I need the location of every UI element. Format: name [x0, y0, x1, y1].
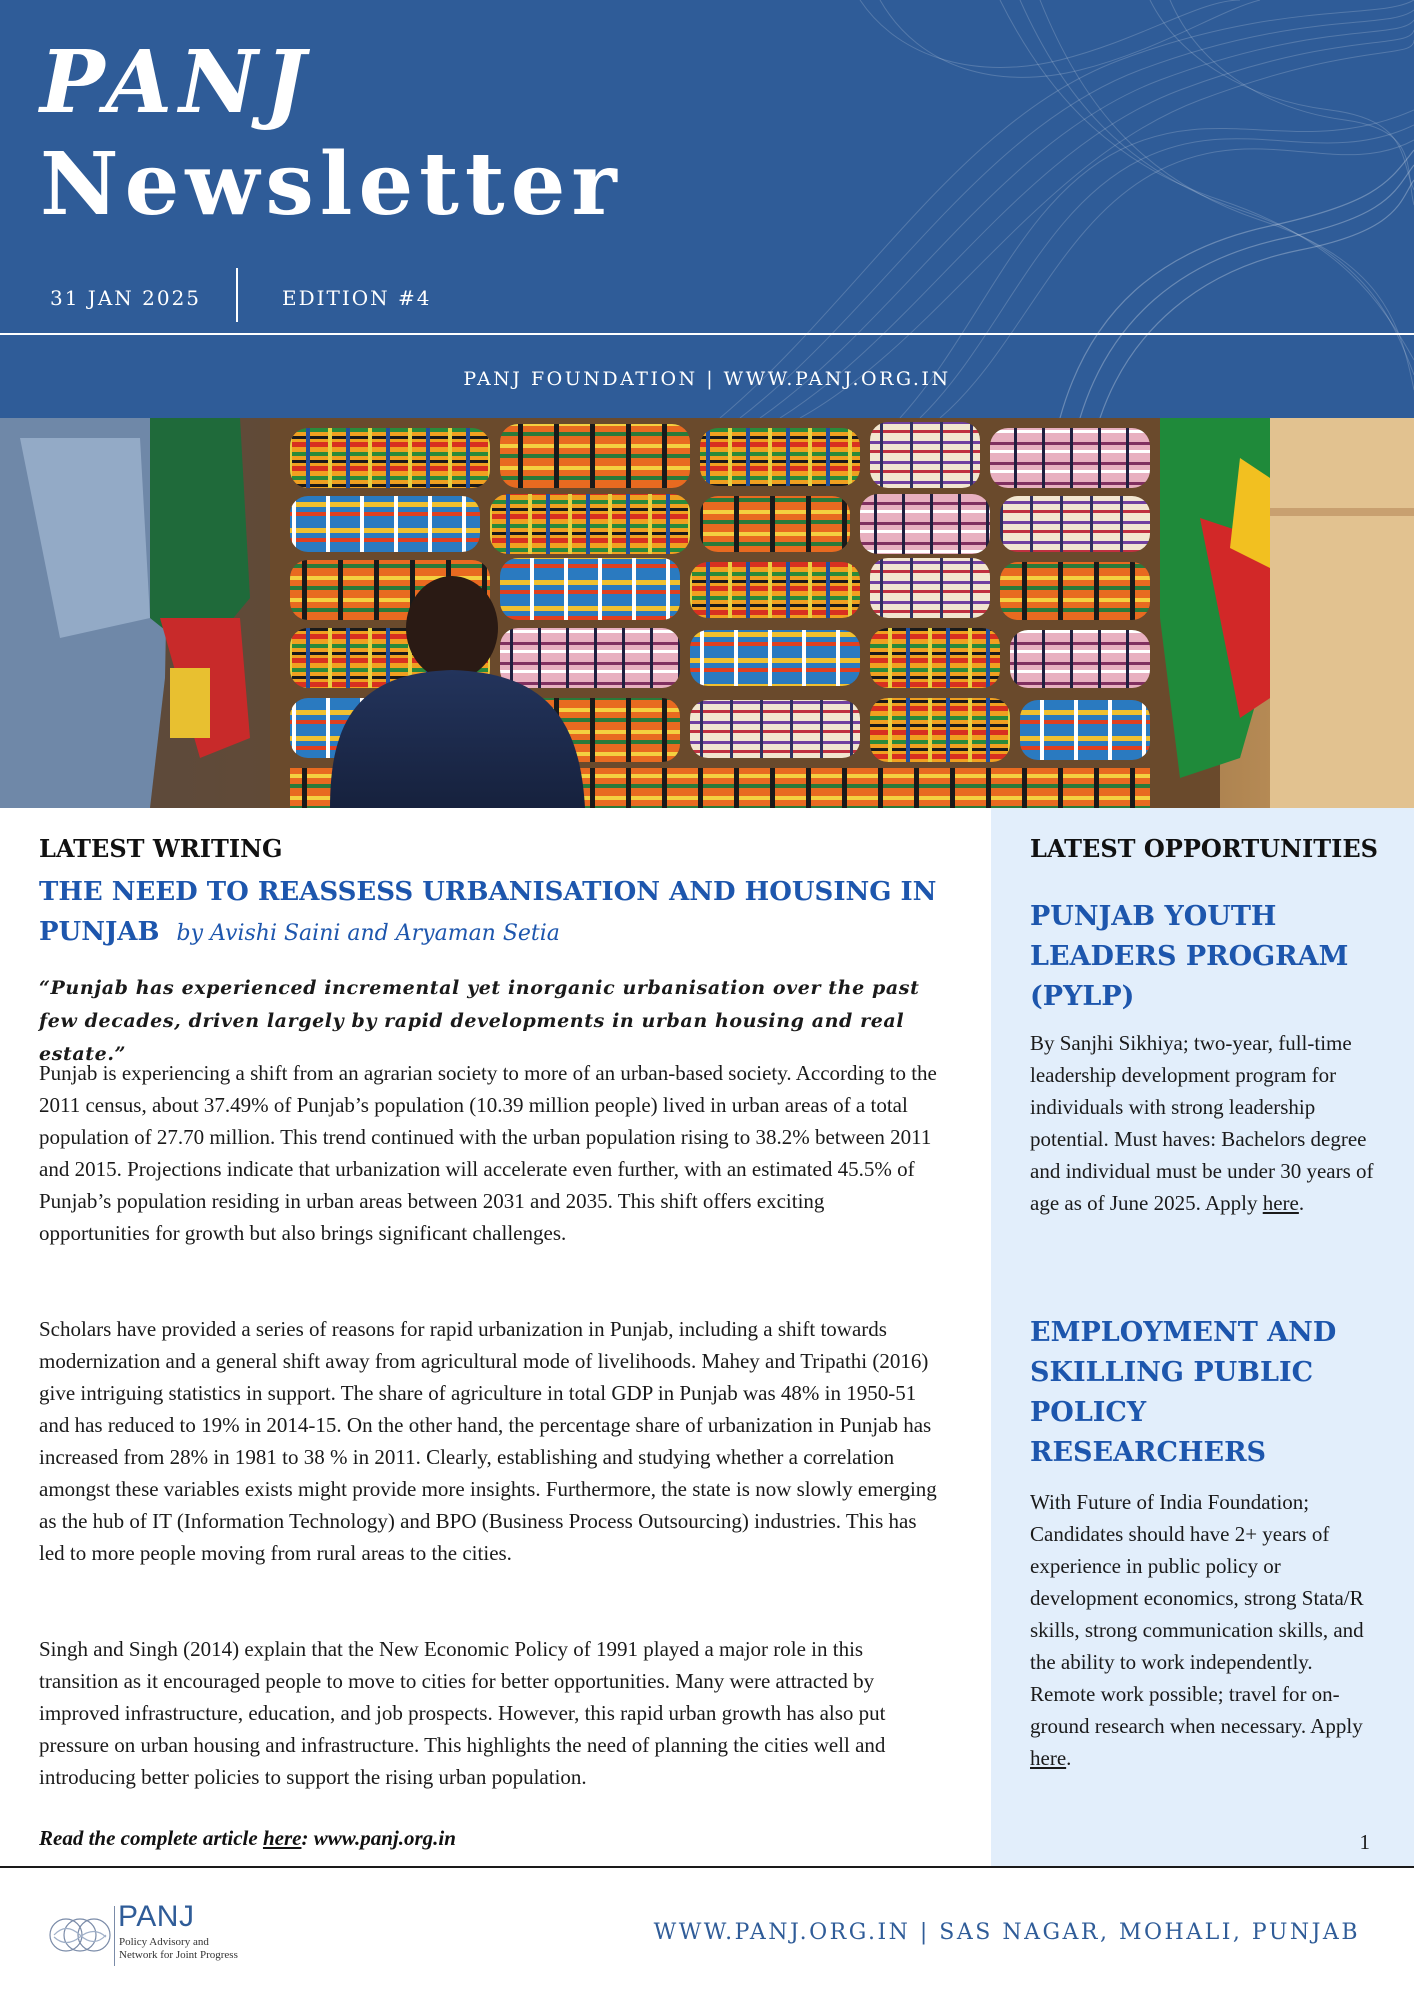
opportunity-suffix: .: [1066, 1746, 1072, 1770]
article-pull-quote: “Punjab has experienced incremental yet inorganic urbanisation over the past few decades, driven largely by rapid developments in urban housing and real estate.”: [39, 977, 920, 1065]
header-divider: [0, 333, 1414, 335]
newsletter-title: Newsletter: [40, 134, 623, 235]
logo-tagline: [119, 1936, 299, 1962]
logo-tagline-line: Network for Joint Progress: [119, 1949, 238, 1961]
read-article-link[interactable]: here: [262, 1826, 302, 1850]
opportunity-title-researchers: EMPLOYMENT AND SKILLING PUBLIC POLICY RESEARCHERS: [1030, 1317, 1337, 1468]
issue-date: 31 JAN 2025: [50, 286, 202, 310]
article-title-text: THE NEED TO REASSESS URBANISATION AND HOUSING IN PUNJAB: [39, 877, 937, 947]
logo-divider: [114, 1906, 115, 1966]
panj-logo-icon: [46, 1910, 114, 1960]
opportunity-title-pylp: PUNJAB YOUTH LEADERS PROGRAM (PYLP): [1030, 901, 1349, 1012]
read-more-prefix: Read the complete article: [39, 1826, 263, 1850]
textile-market-illustration: [0, 418, 1414, 808]
newsletter-header: [0, 0, 1414, 418]
opportunity-suffix: .: [1298, 1191, 1305, 1215]
hero-photo-textile-market: [0, 418, 1414, 808]
page-number: 1: [1359, 1830, 1370, 1854]
opportunities-section-heading: LATEST OPPORTUNITIES: [1030, 834, 1378, 863]
writing-section-heading: LATEST WRITING: [39, 834, 283, 863]
logo-tagline-line: Policy Advisory and: [119, 1936, 209, 1948]
read-more-suffix: : www.panj.org.in: [301, 1826, 456, 1850]
newsletter-title-brand: PANJ: [40, 32, 313, 133]
foundation-website-line: PANJ FOUNDATION | WWW.PANJ.ORG.IN: [463, 368, 951, 390]
footer-divider: [0, 1866, 1414, 1868]
edition-number: EDITION #4: [282, 286, 432, 310]
article-byline: by Avishi Saini and Aryaman Setia: [176, 921, 560, 946]
logo-wordmark: PANJ: [118, 1900, 195, 1933]
opportunity-text: With Future of India Foundation; Candidates should have 2+ years of experience in public policy or development economics, strong Stata/R skills, strong communication skills, and the ability to work independently. Remote work possible; travel for on-ground research when necessary. Apply: [1030, 1490, 1364, 1738]
apply-link-pylp[interactable]: here: [1262, 1191, 1299, 1215]
opportunity-body-researchers: [1030, 1486, 1380, 1774]
meta-divider: [236, 268, 238, 322]
opportunity-text: By Sanjhi Sikhiya; two-year, full-time leadership development program for individuals with strong leadership potential. Must haves: Bachelors degree and individual must be under 30 years of age as of June 2025. Apply: [1030, 1031, 1374, 1215]
opportunity-body-pylp: [1030, 1027, 1380, 1219]
footer-contact: WWW.PANJ.ORG.IN | SAS NAGAR, MOHALI, PUNJAB: [653, 1920, 1360, 1945]
article-title: [39, 872, 939, 954]
article-paragraph: Punjab is experiencing a shift from an agrarian society to more of an urban-based society. According to the 2011 census, about 37.49% of Punjab’s population (10.39 million people) lived in urban areas of a total population of 27.70 million. This trend continued with the urban population rising to 38.2% between 2011 and 2015. Projections indicate that urbanization will accelerate even further, with an estimated 45.5% of Punjab’s population residing in urban areas between 2031 and 2035. This shift offers exciting opportunities for growth but also brings significant challenges.: [39, 1061, 937, 1245]
apply-link-researchers[interactable]: here: [1030, 1746, 1067, 1770]
read-more-line: [39, 1826, 456, 1851]
article-paragraph: Scholars have provided a series of reasons for rapid urbanization in Punjab, including a shift towards modernization and a general shift away from agricultural mode of livelihoods. Mahey and Tripathi (2016) give intriguing statistics in support. The share of agriculture in total GDP in Punjab was 48% in 1950-51 and has reduced to 19% in 2014-15. On the other hand, the percentage share of urbanization in Punjab has increased from 28% in 1981 to 38 % in 2011. Clearly, establishing and studying whether a correlation amongst these variables exists might provide more insights. Furthermore, the state is now slowly emerging as the hub of IT (Information Technology) and BPO (Business Process Outsourcing) industries. This has led to more people moving from rural areas to the cities.: [39, 1317, 937, 1565]
article-paragraph: Singh and Singh (2014) explain that the New Economic Policy of 1991 played a major role in this transition as it encouraged people to move to cities for better opportunities. Many were attracted by improved infrastructure, education, and job prospects. However, this rapid urban growth has also put pressure on urban housing and infrastructure. This highlights the need of planning the cities well and introducing better policies to support the rising urban population.: [39, 1637, 886, 1789]
